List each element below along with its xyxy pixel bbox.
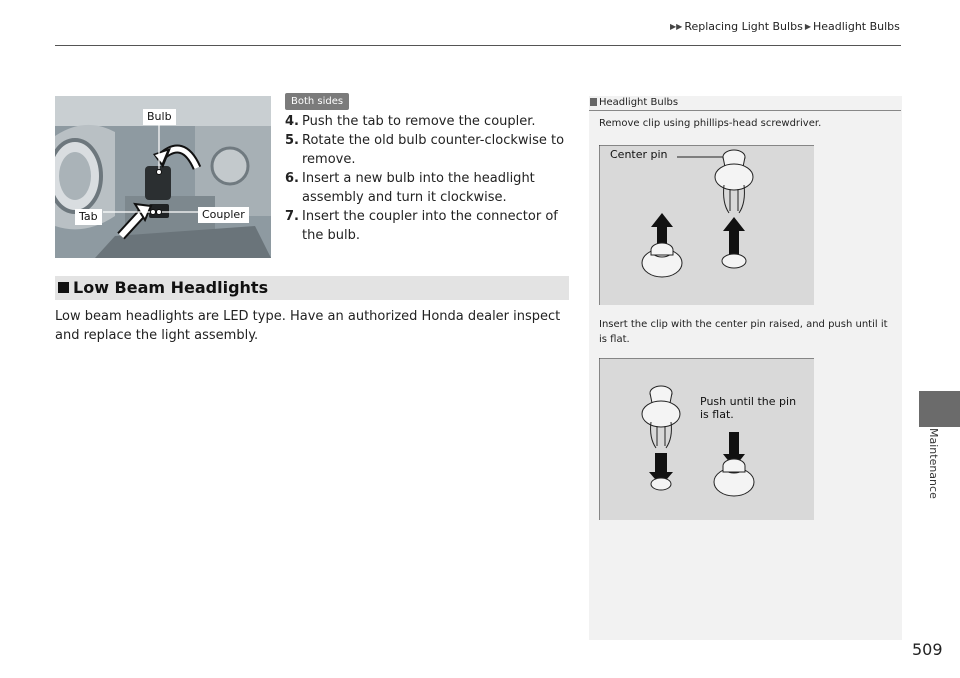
breadcrumb-item: Headlight Bulbs [812, 20, 900, 33]
note-text-remove: Remove clip using phillips-head screwdriver. [599, 118, 822, 129]
clip-insert-diagram [599, 358, 814, 520]
note-title: Headlight Bulbs [599, 97, 679, 108]
step-text: Rotate the old bulb counter-clockwise to remove. [302, 133, 565, 167]
breadcrumb-item: Replacing Light Bulbs [684, 20, 803, 33]
note-icon [590, 98, 597, 106]
section-body: Low beam headlights are LED type. Have an authorized Honda dealer inspect and replace the light assembly. [55, 309, 561, 343]
chapter-label-text: Maintenance [927, 428, 940, 499]
headlight-photo [55, 96, 271, 258]
step-number: 7. [285, 209, 299, 224]
clip-removal-graphic [599, 145, 814, 305]
page-number: 509 [912, 640, 943, 659]
note-heading [590, 97, 678, 108]
step-item [285, 207, 575, 245]
bulb-callout: Bulb [143, 109, 176, 125]
section-square-icon [58, 282, 69, 293]
breadcrumb-arrow-icon: ▶ [804, 22, 811, 31]
step-number: 4. [285, 114, 299, 129]
coupler-callout: Coupler [198, 207, 249, 223]
step-text: Insert the coupler into the connector of the bulb. [302, 209, 558, 243]
chapter-label [926, 428, 946, 508]
both-sides-badge: Both sides [285, 93, 349, 110]
center-pin-label: Center pin [610, 148, 668, 161]
step-list [285, 112, 575, 245]
step-item [285, 131, 575, 169]
section-title: Low Beam Headlights [73, 278, 269, 297]
step-text: Insert a new bulb into the headlight assembly and turn it clockwise. [302, 171, 535, 205]
note-rule [589, 110, 901, 111]
step-number: 5. [285, 133, 299, 148]
chapter-tab[interactable] [919, 391, 960, 427]
step-item [285, 112, 575, 131]
step-item [285, 169, 575, 207]
clip-insert-graphic [599, 358, 814, 520]
breadcrumb-arrow-icon: ▶▶ [670, 22, 683, 31]
note-text-insert: Insert the clip with the center pin raised, and push until it is flat. [599, 319, 888, 345]
section-heading [55, 276, 569, 300]
step-text: Push the tab to remove the coupler. [302, 114, 536, 129]
header-rule [55, 45, 901, 46]
tab-callout: Tab [75, 209, 102, 225]
push-until-flat-label: Push until the pin is flat. [700, 395, 797, 421]
breadcrumb [668, 20, 900, 33]
clip-removal-diagram [599, 145, 814, 305]
step-number: 6. [285, 171, 299, 186]
